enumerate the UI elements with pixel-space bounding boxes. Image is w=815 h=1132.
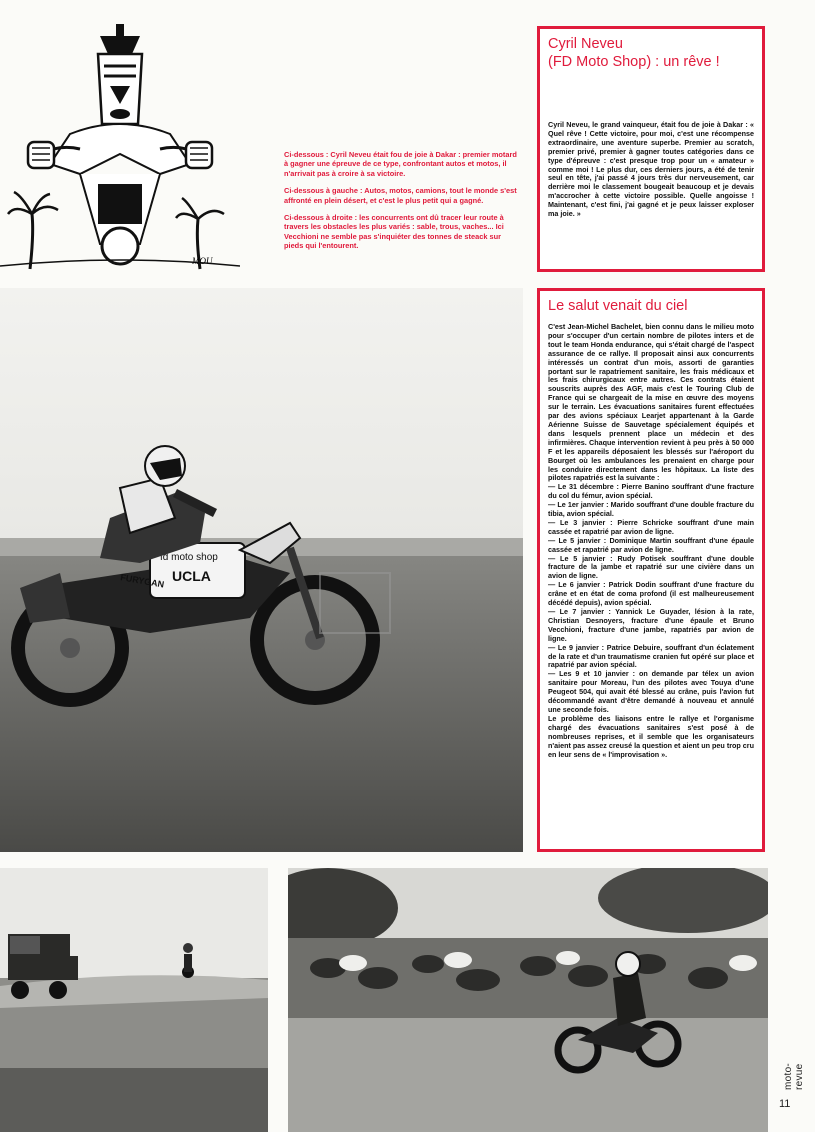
magazine-name: moto-revue bbox=[783, 1062, 805, 1090]
box-salut-paragraph: — Les 9 et 10 janvier : on demande par télex un avion sanitaire pour Moreau, l'un des pilotes avec Touya d'une Peugeot 504, qui avait été blessé au crâne, puis l'avion fut décommandé avant d'être demandé à nouveau et annulé une seconde fois. bbox=[548, 669, 754, 714]
box-salut-paragraph: — Le 3 janvier : Pierre Schricke souffrant d'une main cassée et rapatrié par avion de ligne. bbox=[548, 517, 754, 536]
motorcycle-rider-photo bbox=[0, 288, 523, 852]
box-salut-paragraph: — Le 7 janvier : Yannick Le Guyader, lésion à la rate, Christian Desnoyers, fracture d'une épaule et Bruno Vecchioni, fracture d'une jambe, rapatriés par avion de ligne. bbox=[548, 607, 754, 643]
main-photo-neveu bbox=[0, 288, 523, 852]
cartoon-rider-drawing bbox=[0, 14, 240, 276]
photo-truck-and-bike bbox=[0, 868, 268, 1132]
box-salut-paragraph: Le problème des liaisons entre le rallye et l'organisme chargé des évacuations sanitaires s'est posé à de nombreuses reprises, et il semble que les organisateurs n'aient pas assez creusé la question et aient un peu trop cru en leur sens de « l'improvisation ». bbox=[548, 713, 754, 759]
box-neveu-title-line1: Cyril Neveu bbox=[548, 36, 623, 52]
photo-bike-among-cattle bbox=[288, 868, 768, 1132]
page-number: 11 bbox=[779, 1098, 791, 1110]
rider-jacket-text: FURYGAN bbox=[119, 572, 165, 590]
photo-captions bbox=[284, 150, 520, 259]
box-neveu-body: Cyril Neveu, le grand vainqueur, était fou de joie à Dakar : « Quel rêve ! Cette victoire, pour moi, c'est une récompense extraordinaire, une aventure superbe. Premier au scratch, premier privé, premier à gagner toutes catégories dans ce type d'épreuve : c'est presque trop pour un « amateur » comme moi ! Le plus dur, ces derniers jours, a été de tenir seul en tête, j'ai passé 4 jours très dur nerveusement, car derrière moi le classement bougeait beaucoup et je devais m'accrocher à cette victoire possible. Quelle angoisse ! Maintenant, c'est fini, j'ai gagné et je peux laisser exploser ma joie. » bbox=[548, 120, 754, 219]
box-salut-body bbox=[548, 323, 754, 759]
cattle-herd-photo bbox=[288, 868, 768, 1132]
sidebar-box-salut bbox=[537, 288, 765, 852]
bike-number-text: UCLA bbox=[172, 568, 211, 584]
box-salut-paragraph: — Le 5 janvier : Rudy Potisek souffrant d'une double fracture de la jambe et rapatrié sur une civière dans un avion de ligne. bbox=[548, 553, 754, 581]
desert-truck-photo bbox=[0, 868, 268, 1132]
caption-below-right: Ci-dessous à droite : les concurrents ont dû tracer leur route à travers les obstacles les plus variés : sable, trous, vaches... Ici Vecchioni ne semble pas s'inquiéter des tonnes de steack sur pieds qui l'entourent. bbox=[284, 213, 504, 251]
box-salut-title: Le salut venait du ciel bbox=[548, 298, 688, 314]
box-salut-paragraph: — Le 9 janvier : Patrice Debuire, souffrant d'un éclatement de la rate et d'un traumatisme cranien fut opéré sur place et rapatrié par avion spécial. bbox=[548, 642, 754, 670]
box-neveu-title bbox=[548, 35, 754, 71]
sidebar-box-neveu bbox=[537, 26, 765, 272]
caption-below: Ci-dessous : Cyril Neveu était fou de joie à Dakar : premier motard à gagner une épreuve de ce type, confrontant autos et motos, il n'arrivait pas à croire à sa victoire. bbox=[284, 150, 517, 178]
box-salut-paragraph: — Le 6 janvier : Patrick Dodin souffrant d'une fracture du crâne et en état de coma profond (il est malheureusement décédé depuis), avion spécial. bbox=[548, 580, 754, 608]
box-salut-paragraph: — Le 1er janvier : Marido souffrant d'une double fracture du tibia, avion spécial. bbox=[548, 500, 754, 519]
bike-sponsor-text: fd moto shop bbox=[160, 552, 218, 563]
cartoon-illustration bbox=[0, 14, 240, 276]
box-salut-paragraph: — Le 31 décembre : Pierre Banino souffrant d'une fracture du col du fémur, avion spécial. bbox=[548, 482, 754, 501]
caption-below-left: Ci-dessous à gauche : Autos, motos, camions, tout le monde s'est affronté en plein désert, et c'est le plus petit qui a gagné. bbox=[284, 186, 517, 205]
box-neveu-title-line2: (FD Moto Shop) : un rêve ! bbox=[548, 54, 720, 70]
box-salut-paragraph: — Le 5 janvier : Dominique Martin souffrant d'une épaule cassée et rapatrié par avion de ligne. bbox=[548, 535, 754, 554]
cartoon-signature: MOU bbox=[192, 256, 213, 266]
box-salut-paragraph: C'est Jean-Michel Bachelet, bien connu dans le milieu moto pour s'occuper d'un certain nombre de pilotes inters et de tout le team Honda endurance, qui s'était chargé de l'aspect assurance de ce rallye. Il proposait ainsi aux concurrents intéressés un contrat d'un mois, assorti de garanties portant sur le rapatriement sanitaire, les frais médicaux et les frais chirurgicaux entre autres. Ces contrats étaient souscrits auprès des AGF, mais c'est le Touring Club de France qui se chargeait de la mise en œuvre des moyens sur le terrain. Les évacuations sanitaires furent effectuées par des avions spéciaux Learjet appartenant à la Garde Aérienne Suisse de Sauvetage spécialement équipés et dans lesquels prennent place un médecin et des infirmières. Chaque intervention revient à peu près à 50 000 F et les appareils déposaient les blessés sur l'aéroport du Bourget où les ambulances les prenaient en charge pour les conduire directement dans les hôpitaux. La liste des pilotes rapatriés est la suivante : bbox=[548, 322, 754, 483]
